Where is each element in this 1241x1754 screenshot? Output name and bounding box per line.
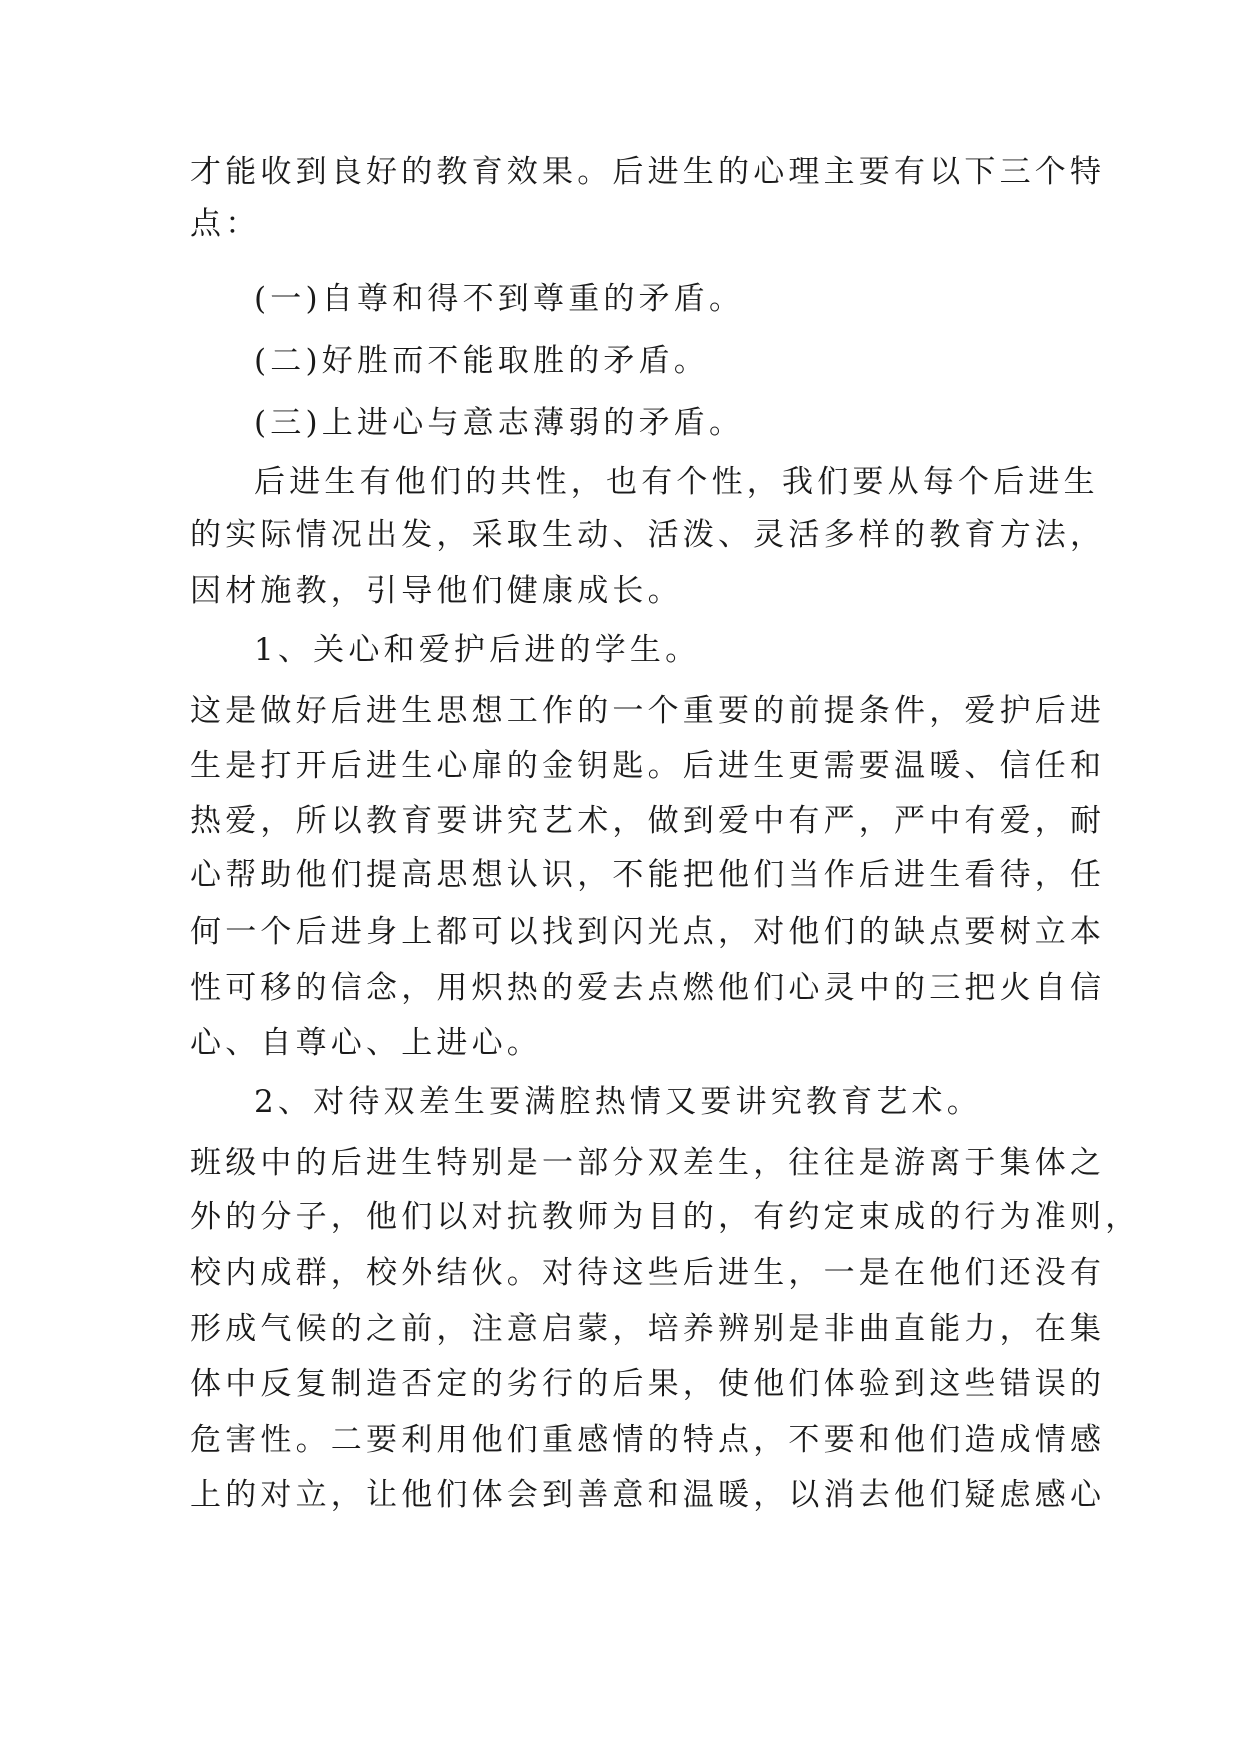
section-heading-2: 2、对待双差生要满腔热情又要讲究教育艺术。 [254,1084,982,1120]
paragraph-start: 后进生有他们的共性，也有个性，我们要从每个后进生 [254,464,1099,500]
text-line-10: 这是做好后进生思想工作的一个重要的前提条件，爱护后进 [190,693,1106,729]
text-line-7: 的实际情况出发，采取生动、活泼、灵活多样的教育方法， [190,517,1106,553]
text-line-11: 生是打开后进生心扉的金钥匙。后进生更需要温暖、信任和 [190,748,1106,784]
text-line-8: 因材施教，引导他们健康成长。 [190,573,683,609]
list-item-2: (二)好胜而不能取胜的矛盾。 [254,343,709,379]
text-line-2: 点： [190,206,261,242]
text-line-1: 才能收到良好的教育效果。后进生的心理主要有以下三个特 [190,154,1106,190]
text-line-18: 班级中的后进生特别是一部分双差生，往往是游离于集体之 [190,1145,1106,1181]
text-line-20: 校内成群，校外结伙。对待这些后进生，一是在他们还没有 [190,1255,1106,1291]
text-line-19: 外的分子，他们以对抗教师为目的，有约定束成的行为准则， [190,1199,1141,1235]
list-item-1: (一)自尊和得不到尊重的矛盾。 [254,281,745,317]
text-line-16: 心、自尊心、上进心。 [190,1025,542,1061]
section-heading-1: 1、关心和爱护后进的学生。 [254,632,701,668]
list-item-3: (三)上进心与意志薄弱的矛盾。 [254,405,745,441]
text-line-23: 危害性。二要利用他们重感情的特点，不要和他们造成情感 [190,1422,1106,1458]
text-line-12: 热爱，所以教育要讲究艺术，做到爱中有严，严中有爱，耐 [190,803,1106,839]
text-line-15: 性可移的信念，用炽热的爱去点燃他们心灵中的三把火自信 [190,970,1106,1006]
text-line-13: 心帮助他们提高思想认识，不能把他们当作后进生看待，任 [190,857,1106,893]
text-line-22: 体中反复制造否定的劣行的后果，使他们体验到这些错误的 [190,1366,1106,1402]
text-line-14: 何一个后进身上都可以找到闪光点，对他们的缺点要树立本 [190,914,1106,950]
text-line-24: 上的对立，让他们体会到善意和温暖，以消去他们疑虑感心 [190,1477,1106,1513]
text-line-21: 形成气候的之前，注意启蒙，培养辨别是非曲直能力，在集 [190,1311,1106,1347]
